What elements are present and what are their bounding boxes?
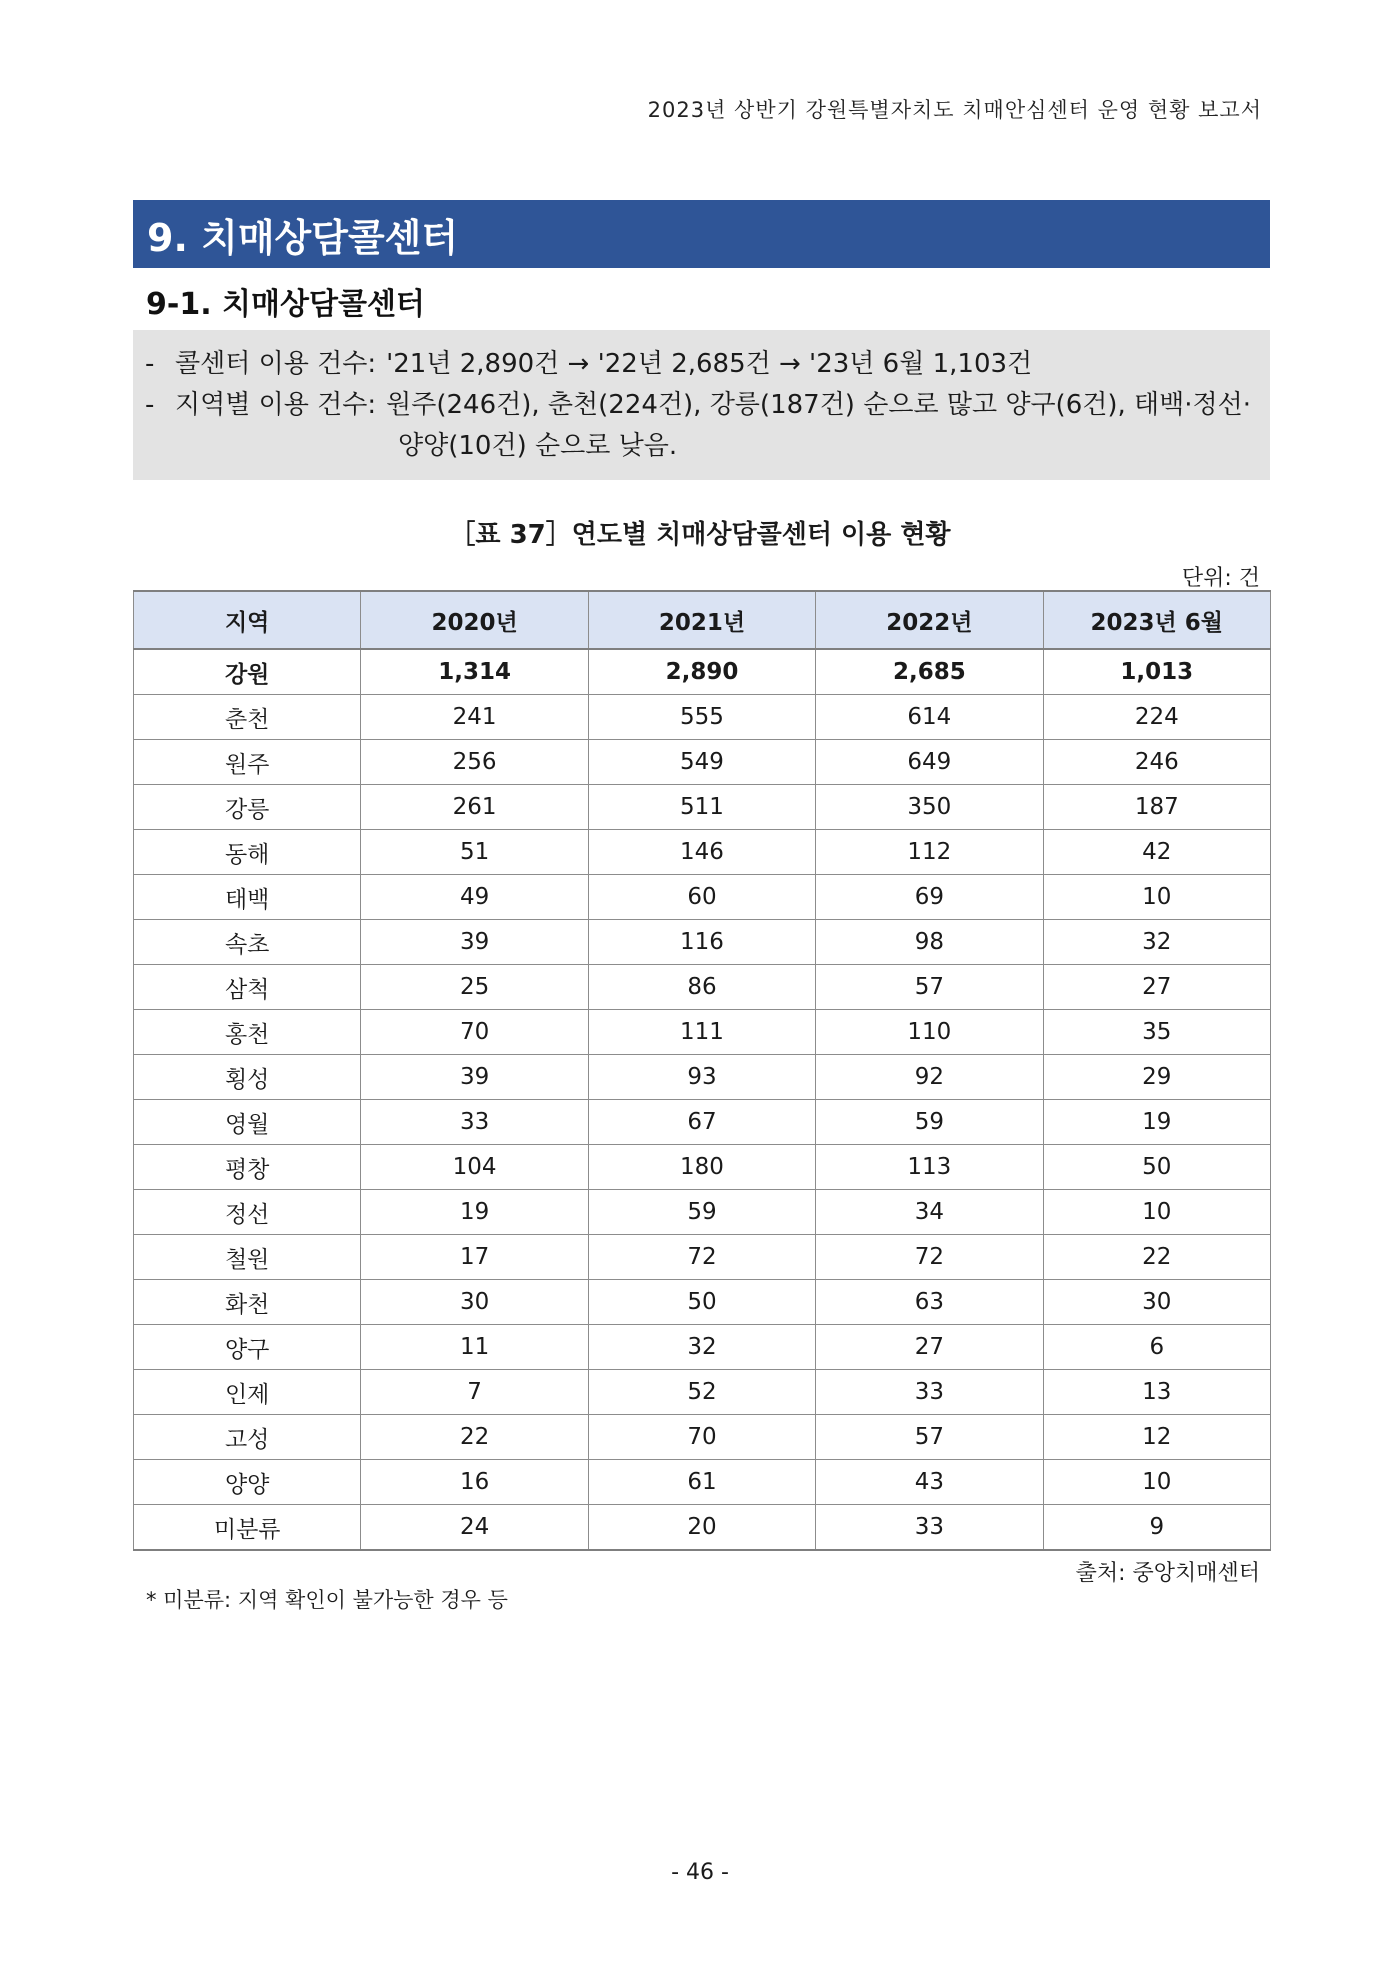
value-cell: 17 bbox=[361, 1235, 588, 1280]
section-title: 9. 치매상담콜센터 bbox=[147, 215, 459, 260]
region-cell: 양양 bbox=[134, 1460, 361, 1505]
table-row bbox=[134, 695, 1271, 740]
value-cell: 51 bbox=[361, 830, 588, 875]
value-cell: 20 bbox=[588, 1505, 815, 1551]
table-row bbox=[134, 785, 1271, 830]
value-cell: 39 bbox=[361, 1055, 588, 1100]
table-row bbox=[134, 830, 1271, 875]
column-header: 지역 bbox=[134, 591, 361, 649]
value-cell: 10 bbox=[1043, 1460, 1270, 1505]
table-body bbox=[134, 649, 1271, 1550]
table-row bbox=[134, 1325, 1271, 1370]
table-row bbox=[134, 875, 1271, 920]
value-cell: 112 bbox=[816, 830, 1043, 875]
column-header: 2020년 bbox=[361, 591, 588, 649]
table-row bbox=[134, 1055, 1271, 1100]
region-cell: 화천 bbox=[134, 1280, 361, 1325]
region-cell: 원주 bbox=[134, 740, 361, 785]
value-cell: 241 bbox=[361, 695, 588, 740]
value-cell: 111 bbox=[588, 1010, 815, 1055]
region-cell: 춘천 bbox=[134, 695, 361, 740]
value-cell: 13 bbox=[1043, 1370, 1270, 1415]
summary-line-region bbox=[145, 385, 1260, 426]
region-cell: 영월 bbox=[134, 1100, 361, 1145]
value-cell: 187 bbox=[1043, 785, 1270, 830]
value-cell: 30 bbox=[361, 1280, 588, 1325]
value-cell: 32 bbox=[588, 1325, 815, 1370]
value-cell: 61 bbox=[588, 1460, 815, 1505]
value-cell: 60 bbox=[588, 875, 815, 920]
running-header: 2023년 상반기 강원특별자치도 치매안심센터 운영 현황 보고서 bbox=[647, 98, 1262, 122]
unit-label: 단위: 건 bbox=[1181, 566, 1260, 591]
footnote: * 미분류: 지역 확인이 불가능한 경우 등 bbox=[146, 1588, 508, 1612]
value-cell: 33 bbox=[361, 1100, 588, 1145]
region-cell: 횡성 bbox=[134, 1055, 361, 1100]
value-cell: 9 bbox=[1043, 1505, 1270, 1551]
value-cell: 29 bbox=[1043, 1055, 1270, 1100]
column-header: 2023년 6월 bbox=[1043, 591, 1270, 649]
table-row bbox=[134, 1415, 1271, 1460]
summary-label: 지역별 이용 건수: bbox=[175, 390, 377, 420]
value-cell: 70 bbox=[588, 1415, 815, 1460]
value-cell: 256 bbox=[361, 740, 588, 785]
value-cell: 146 bbox=[588, 830, 815, 875]
value-cell: 2,685 bbox=[816, 649, 1043, 695]
value-cell: 11 bbox=[361, 1325, 588, 1370]
region-cell: 강릉 bbox=[134, 785, 361, 830]
table-row bbox=[134, 1460, 1271, 1505]
value-cell: 2,890 bbox=[588, 649, 815, 695]
table-row bbox=[134, 1190, 1271, 1235]
value-cell: 19 bbox=[361, 1190, 588, 1235]
value-cell: 261 bbox=[361, 785, 588, 830]
region-cell: 삼척 bbox=[134, 965, 361, 1010]
value-cell: 98 bbox=[816, 920, 1043, 965]
region-cell: 인제 bbox=[134, 1370, 361, 1415]
value-cell: 16 bbox=[361, 1460, 588, 1505]
table-row bbox=[134, 1235, 1271, 1280]
summary-label: 콜센터 이용 건수: bbox=[175, 349, 377, 379]
column-header: 2021년 bbox=[588, 591, 815, 649]
value-cell: 86 bbox=[588, 965, 815, 1010]
value-cell: 57 bbox=[816, 1415, 1043, 1460]
summary-text: '21년 2,890건 → '22년 2,685건 → '23년 6월 1,103건 bbox=[386, 349, 1033, 379]
table-header-row bbox=[134, 591, 1271, 649]
table-caption: ［표 37］연도별 치매상담콜센터 이용 현황 bbox=[449, 520, 951, 550]
region-cell: 태백 bbox=[134, 875, 361, 920]
value-cell: 246 bbox=[1043, 740, 1270, 785]
value-cell: 52 bbox=[588, 1370, 815, 1415]
table-total-row bbox=[134, 649, 1271, 695]
summary-text: 원주(246건), 춘천(224건), 강릉(187건) 순으로 많고 양구(6건), 태백·정선· bbox=[386, 390, 1252, 420]
summary-line-usage bbox=[145, 344, 1260, 385]
value-cell: 180 bbox=[588, 1145, 815, 1190]
region-cell: 정선 bbox=[134, 1190, 361, 1235]
value-cell: 69 bbox=[816, 875, 1043, 920]
table-row bbox=[134, 1505, 1271, 1551]
value-cell: 555 bbox=[588, 695, 815, 740]
bullet-dash: - bbox=[145, 390, 155, 420]
value-cell: 6 bbox=[1043, 1325, 1270, 1370]
table-row bbox=[134, 1010, 1271, 1055]
value-cell: 350 bbox=[816, 785, 1043, 830]
region-cell: 평창 bbox=[134, 1145, 361, 1190]
summary-text: 양양(10건) 순으로 낮음. bbox=[398, 431, 678, 461]
region-cell: 고성 bbox=[134, 1415, 361, 1460]
value-cell: 19 bbox=[1043, 1100, 1270, 1145]
region-cell: 미분류 bbox=[134, 1505, 361, 1551]
value-cell: 43 bbox=[816, 1460, 1043, 1505]
table-row bbox=[134, 1100, 1271, 1145]
value-cell: 50 bbox=[588, 1280, 815, 1325]
section-title-bar bbox=[133, 200, 1270, 268]
value-cell: 104 bbox=[361, 1145, 588, 1190]
value-cell: 70 bbox=[361, 1010, 588, 1055]
region-cell: 홍천 bbox=[134, 1010, 361, 1055]
value-cell: 59 bbox=[816, 1100, 1043, 1145]
value-cell: 110 bbox=[816, 1010, 1043, 1055]
summary-line-continuation bbox=[145, 426, 1260, 467]
value-cell: 113 bbox=[816, 1145, 1043, 1190]
value-cell: 63 bbox=[816, 1280, 1043, 1325]
value-cell: 34 bbox=[816, 1190, 1043, 1235]
value-cell: 33 bbox=[816, 1370, 1043, 1415]
value-cell: 1,314 bbox=[361, 649, 588, 695]
table-row bbox=[134, 740, 1271, 785]
table-row bbox=[134, 1370, 1271, 1415]
value-cell: 24 bbox=[361, 1505, 588, 1551]
value-cell: 93 bbox=[588, 1055, 815, 1100]
value-cell: 72 bbox=[816, 1235, 1043, 1280]
value-cell: 649 bbox=[816, 740, 1043, 785]
value-cell: 49 bbox=[361, 875, 588, 920]
source-label: 출처: 중앙치매센터 bbox=[1075, 1561, 1260, 1586]
table-row bbox=[134, 1280, 1271, 1325]
subsection-title: 9-1. 치매상담콜센터 bbox=[146, 287, 425, 322]
value-cell: 511 bbox=[588, 785, 815, 830]
data-table bbox=[133, 590, 1271, 1551]
value-cell: 1,013 bbox=[1043, 649, 1270, 695]
region-cell: 양구 bbox=[134, 1325, 361, 1370]
value-cell: 12 bbox=[1043, 1415, 1270, 1460]
table-row bbox=[134, 1145, 1271, 1190]
value-cell: 35 bbox=[1043, 1010, 1270, 1055]
value-cell: 10 bbox=[1043, 1190, 1270, 1235]
value-cell: 27 bbox=[816, 1325, 1043, 1370]
table-row bbox=[134, 920, 1271, 965]
region-cell: 속초 bbox=[134, 920, 361, 965]
column-header: 2022년 bbox=[816, 591, 1043, 649]
value-cell: 32 bbox=[1043, 920, 1270, 965]
value-cell: 22 bbox=[361, 1415, 588, 1460]
value-cell: 30 bbox=[1043, 1280, 1270, 1325]
value-cell: 25 bbox=[361, 965, 588, 1010]
value-cell: 50 bbox=[1043, 1145, 1270, 1190]
value-cell: 57 bbox=[816, 965, 1043, 1010]
region-cell: 철원 bbox=[134, 1235, 361, 1280]
value-cell: 116 bbox=[588, 920, 815, 965]
value-cell: 67 bbox=[588, 1100, 815, 1145]
bullet-dash: - bbox=[145, 349, 155, 379]
region-cell: 강원 bbox=[134, 649, 361, 695]
value-cell: 22 bbox=[1043, 1235, 1270, 1280]
value-cell: 7 bbox=[361, 1370, 588, 1415]
value-cell: 10 bbox=[1043, 875, 1270, 920]
value-cell: 42 bbox=[1043, 830, 1270, 875]
region-cell: 동해 bbox=[134, 830, 361, 875]
value-cell: 33 bbox=[816, 1505, 1043, 1551]
summary-box bbox=[133, 330, 1270, 480]
value-cell: 59 bbox=[588, 1190, 815, 1235]
value-cell: 549 bbox=[588, 740, 815, 785]
value-cell: 224 bbox=[1043, 695, 1270, 740]
value-cell: 72 bbox=[588, 1235, 815, 1280]
value-cell: 27 bbox=[1043, 965, 1270, 1010]
value-cell: 614 bbox=[816, 695, 1043, 740]
page-number: - 46 - bbox=[671, 1860, 729, 1885]
table-row bbox=[134, 965, 1271, 1010]
value-cell: 92 bbox=[816, 1055, 1043, 1100]
value-cell: 39 bbox=[361, 920, 588, 965]
